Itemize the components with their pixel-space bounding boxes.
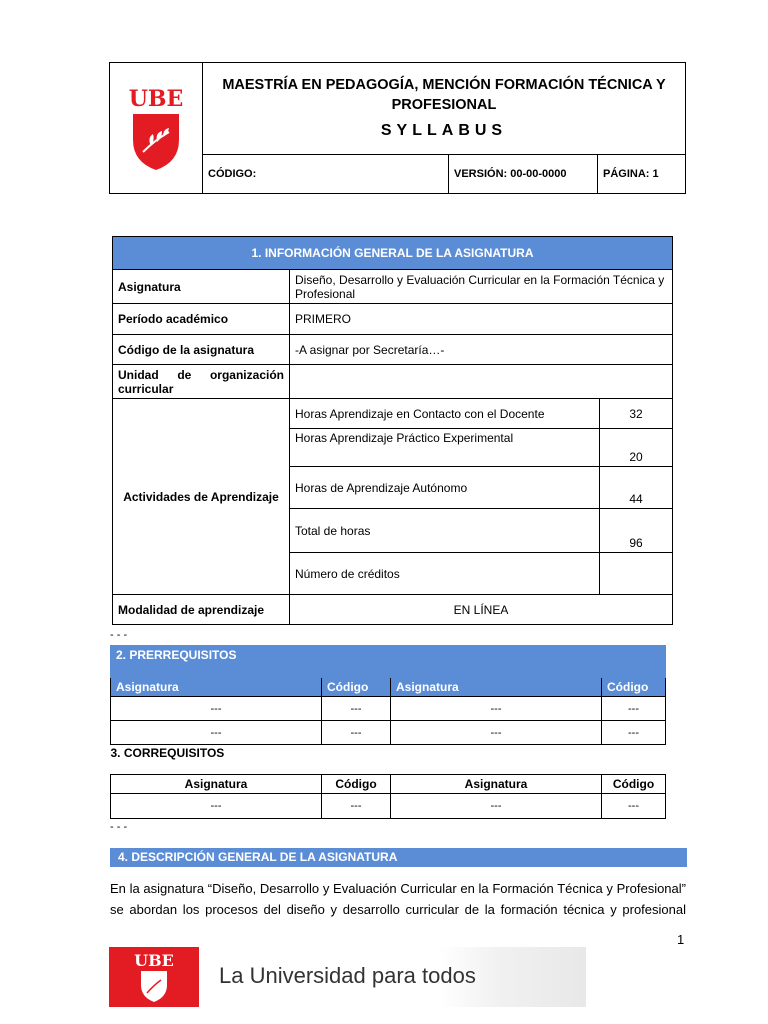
footer-logo — [109, 947, 199, 1007]
asignatura-label: Asignatura — [113, 270, 290, 304]
ube-shield-icon — [109, 947, 199, 1007]
table-cell: --- — [322, 697, 391, 721]
codigo-asignatura-value: -A asignar por Secretaría…- — [290, 335, 673, 365]
ube-shield-icon — [125, 82, 187, 172]
table-cell: --- — [602, 794, 666, 819]
hours-value: 32 — [600, 399, 673, 429]
hours-value: 96 — [600, 509, 673, 553]
col-codigo: Código — [322, 678, 391, 697]
actividades-label: Actividades de Aprendizaje — [113, 399, 290, 595]
table-cell: --- — [602, 721, 666, 745]
hours-label: Total de horas — [290, 509, 600, 553]
pagina-cell: PÁGINA: 1 — [598, 155, 686, 194]
section-3-title: 3. CORREQUISITOS — [110, 746, 225, 760]
corequisites-table — [110, 744, 666, 819]
table-cell: --- — [602, 697, 666, 721]
section-2-title: 2. PRERREQUISITOS — [111, 646, 666, 678]
footer-tagline: La Universidad para todos — [219, 963, 476, 988]
svg-text:UBE: UBE — [134, 951, 174, 970]
col-asignatura: Asignatura — [391, 775, 602, 794]
col-asignatura: Asignatura — [391, 678, 602, 697]
table-cell: --- — [322, 721, 391, 745]
unidad-value — [290, 365, 673, 399]
svg-text:UBE: UBE — [128, 85, 184, 112]
hours-label: Horas de Aprendizaje Autónomo — [290, 467, 600, 509]
section-4-title: 4. DESCRIPCIÓN GENERAL DE LA ASIGNATURA — [110, 848, 687, 867]
separator: - - - — [110, 821, 128, 833]
periodo-label: Período académico — [113, 304, 290, 335]
col-asignatura: Asignatura — [111, 775, 322, 794]
col-codigo: Código — [322, 775, 391, 794]
description-line: se abordan los procesos del diseño y desarrollo curricular de la formación técnica y profesional — [110, 902, 686, 917]
col-codigo: Código — [602, 678, 666, 697]
codigo-cell: CÓDIGO: — [203, 155, 449, 194]
table-cell: --- — [391, 794, 602, 819]
hours-value: 44 — [600, 467, 673, 509]
table-cell: --- — [391, 697, 602, 721]
footer-banner — [109, 947, 586, 1007]
description-line: En la asignatura “Diseño, Desarrollo y Evaluación Curricular en la Formación Técnica y Profesional” — [110, 881, 686, 896]
hours-label: Horas Aprendizaje Práctico Experimental — [290, 429, 600, 467]
document-title — [203, 63, 686, 155]
unidad-label: Unidad de organización curricular — [113, 365, 290, 399]
table-cell: --- — [111, 794, 322, 819]
separator: - - - — [110, 629, 128, 641]
section-1-title: 1. INFORMACIÓN GENERAL DE LA ASIGNATURA — [113, 237, 673, 270]
modalidad-value: EN LÍNEA — [290, 595, 673, 625]
periodo-value: PRIMERO — [290, 304, 673, 335]
program-title: MAESTRÍA EN PEDAGOGÍA, MENCIÓN FORMACIÓN TÉCNICA Y PROFESIONAL — [222, 77, 666, 113]
hours-value: 20 — [600, 429, 673, 467]
col-asignatura: Asignatura — [111, 678, 322, 697]
document-header — [109, 62, 686, 194]
general-info-table — [112, 236, 673, 625]
codigo-asignatura-label: Código de la asignatura — [113, 335, 290, 365]
page-number: 1 — [677, 932, 685, 947]
description-paragraph — [110, 878, 686, 920]
table-cell: --- — [111, 721, 322, 745]
table-cell: --- — [391, 721, 602, 745]
prerequisites-table — [110, 645, 666, 745]
asignatura-value: Diseño, Desarrollo y Evaluación Curricular en la Formación Técnica y Profesional — [290, 270, 673, 304]
modalidad-label: Modalidad de aprendizaje — [113, 595, 290, 625]
hours-label: Horas Aprendizaje en Contacto con el Docente — [290, 399, 600, 429]
table-cell: --- — [111, 697, 322, 721]
syllabus-title: SYLLABUS — [380, 122, 508, 139]
ube-logo — [110, 63, 203, 194]
credits-label: Número de créditos — [290, 553, 600, 595]
table-cell: --- — [322, 794, 391, 819]
credits-value — [600, 553, 673, 595]
col-codigo: Código — [602, 775, 666, 794]
version-cell: VERSIÓN: 00-00-0000 — [449, 155, 598, 194]
